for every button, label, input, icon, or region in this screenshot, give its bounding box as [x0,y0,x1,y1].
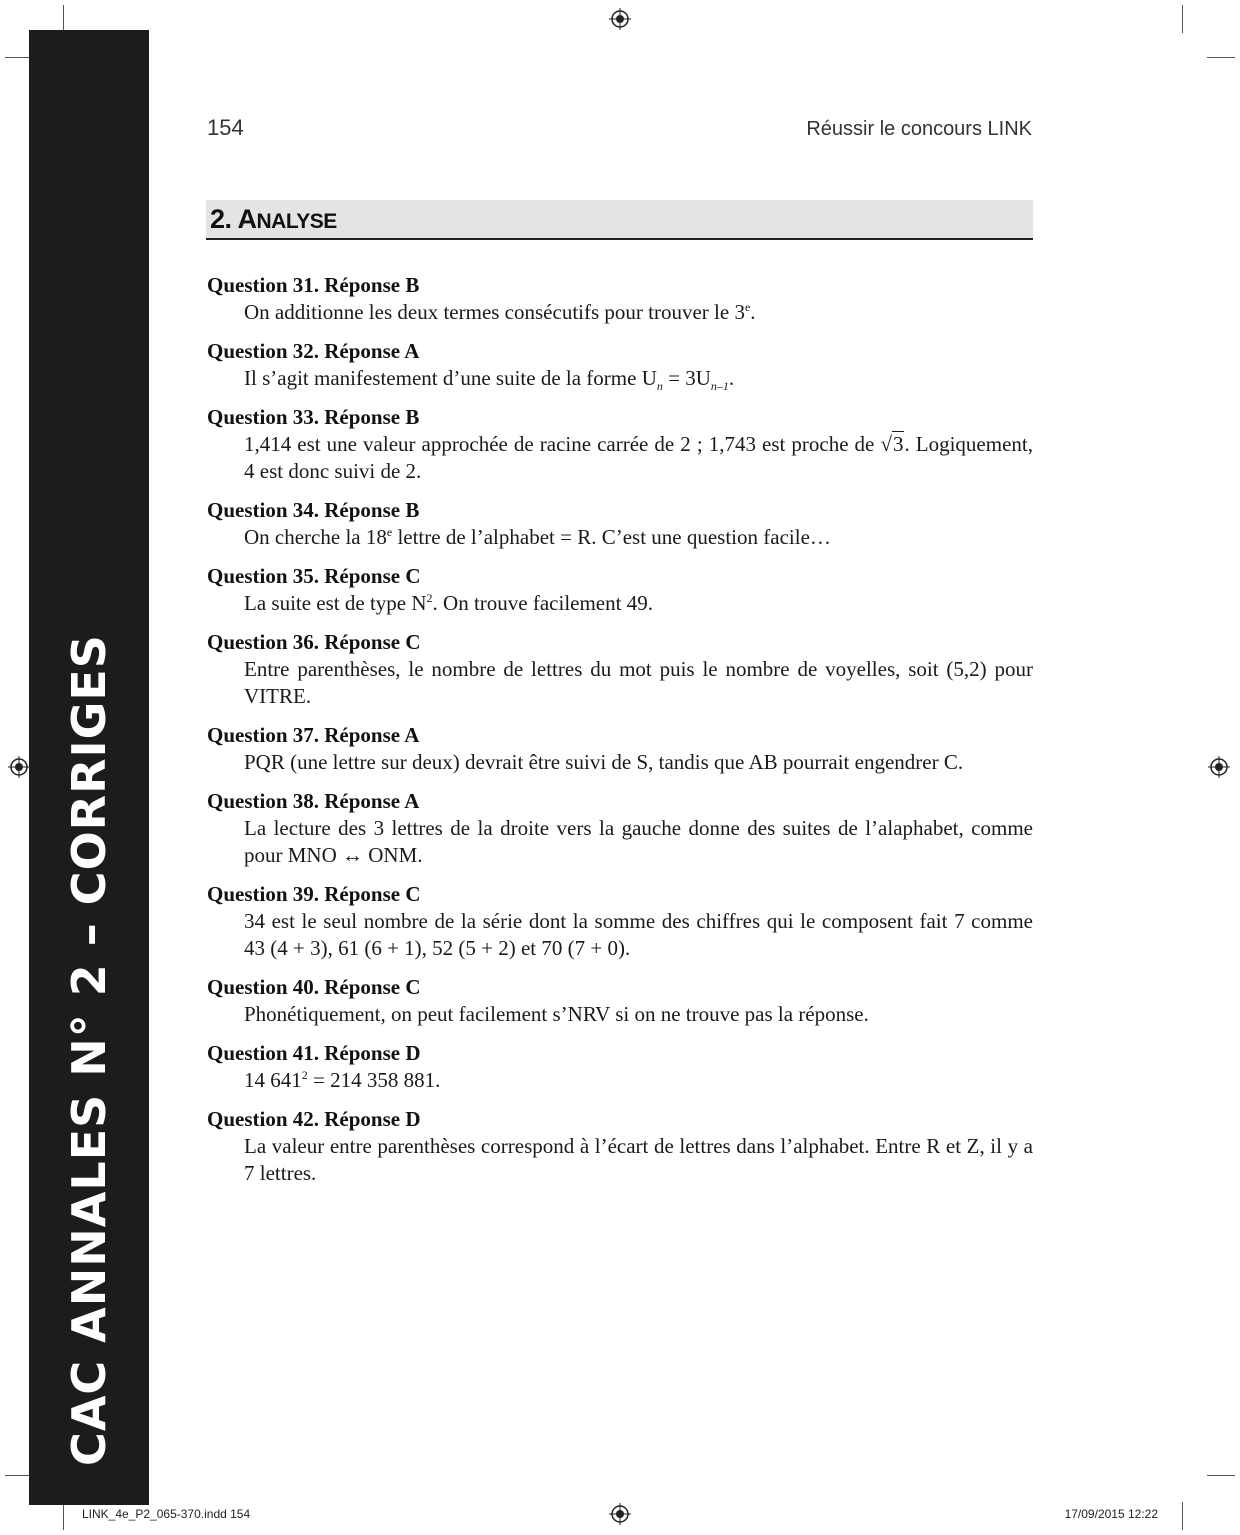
answers-list [207,272,1033,1199]
answer-explanation: Phonétiquement, on peut facilement s’NRV si on ne trouve pas la réponse. [244,1002,869,1026]
answer-explanation: 1,414 est une valeur approchée de racine carrée de 2 ; 1,743 est proche de √3. Logiquement, 4 est donc suivi de 2. [244,432,1033,483]
answer-item [207,338,1033,392]
answer-explanation: La lecture des 3 lettres de la droite vers la gauche donne des suites de l’alaphabet, comme pour MNO ↔ ONM. [244,816,1033,867]
answer-item [207,1106,1033,1187]
answer-item [207,404,1033,485]
footer-file-info: LINK_4e_P2_065-370.indd 154 [82,1507,251,1521]
answer-explanation: La valeur entre parenthèses correspond à l’écart de lettres dans l’alphabet. Entre R et Z, il y a 7 lettres. [244,1134,1033,1185]
answer-explanation: Entre parenthèses, le nombre de lettres du mot puis le nombre de voyelles, soit (5,2) pour VITRE. [244,657,1033,708]
crop-mark [63,1502,64,1530]
question-heading: Question 36. Réponse C [207,630,421,654]
registration-mark-icon [609,1503,631,1525]
question-heading: Question 34. Réponse B [207,498,420,522]
crop-mark [1182,1502,1183,1530]
question-heading: Question 35. Réponse C [207,564,421,588]
answer-item [207,272,1033,326]
answer-item [207,881,1033,962]
crop-mark [63,5,64,33]
question-heading: Question 42. Réponse D [207,1107,421,1131]
registration-mark-icon [1208,756,1230,778]
crop-mark [1207,1475,1235,1476]
question-heading: Question 40. Réponse C [207,975,421,999]
answer-explanation: PQR (une lettre sur deux) devrait être suivi de S, tandis que AB pourrait engendrer C. [244,750,964,774]
crop-mark [1182,5,1183,33]
answer-item [207,1040,1033,1094]
question-heading: Question 38. Réponse A [207,789,420,813]
answer-item [207,974,1033,1028]
answer-item [207,722,1033,776]
answer-explanation: 34 est le seul nombre de la série dont la somme des chiffres qui le composent fait 7 comme 43 (4 + 3), 61 (6 + 1), 52 (5 + 2) et 70 (7 + 0). [244,909,1033,960]
question-heading: Question 37. Réponse A [207,723,420,747]
answer-item [207,788,1033,869]
answer-item [207,629,1033,710]
question-heading: Question 31. Réponse B [207,273,420,297]
answer-explanation: 14 $641^2 = 214$ 358 881. [244,1068,441,1092]
question-heading: Question 39. Réponse C [207,882,421,906]
question-heading: Question 33. Réponse B [207,405,420,429]
footer-date-time: 17/09/2015 12:22 [1064,1507,1158,1521]
registration-mark-icon [609,8,631,30]
square-root: √3 [880,432,904,456]
crop-mark [1207,57,1235,58]
section-title: 2. ANALYSE [210,204,337,234]
answer-explanation: On cherche la 18e lettre de l’alphabet = R. C’est une question facile… [244,525,831,549]
section-heading-bar [206,200,1033,240]
answer-explanation: Il s’agit manifestement d’une suite de la forme $U_n = 3U_{n-1}$. [244,366,735,393]
side-band-title: CAC ANNALES N° 2 – CORRIGES [62,634,116,1466]
running-title: Réussir le concours LINK [806,118,1032,140]
answer-item [207,563,1033,617]
registration-mark-icon [8,756,30,778]
answer-item [207,497,1033,551]
question-heading: Question 41. Réponse D [207,1041,421,1065]
page-number: 154 [207,115,244,140]
answer-explanation: On additionne les deux termes consécutifs pour trouver le 3e. [244,300,756,324]
answer-explanation: La suite est de type $N^2$. On trouve facilement 49. [244,591,653,615]
question-heading: Question 32. Réponse A [207,339,420,363]
